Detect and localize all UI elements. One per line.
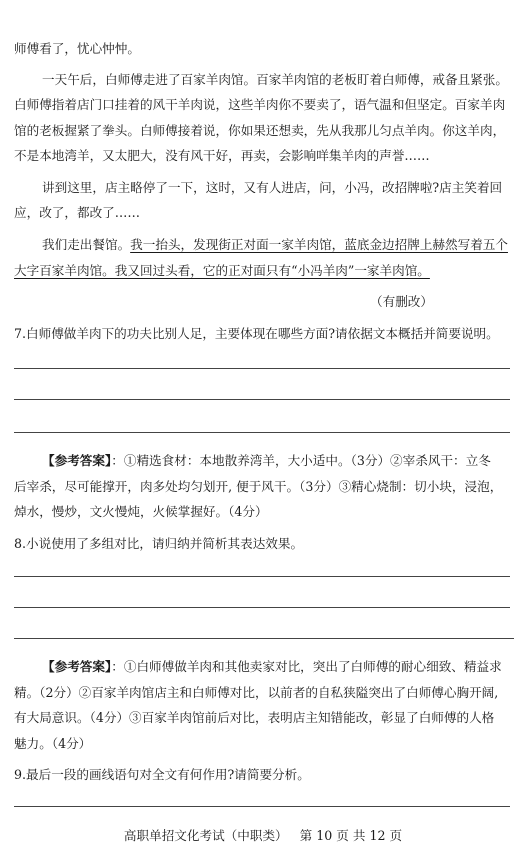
story-line: 馆的老板握紧了拳头。白师傅接着说，你如果还想卖，先从我那儿匀点羊肉。你这羊肉， bbox=[14, 123, 506, 138]
source-note: （有删改） bbox=[370, 294, 433, 309]
question-9: 9.最后一段的画线语句对全文有何作用?请简要分析。 bbox=[14, 767, 310, 782]
page-footer bbox=[0, 825, 526, 844]
story-line: 白师傅指着店门口挂着的风干羊肉说，这些羊肉你不要卖了，语气温和但坚定。百家羊肉 bbox=[14, 97, 506, 112]
footer-page-number: 第 10 页 共 12 页 bbox=[299, 828, 403, 843]
answer-line-text bbox=[42, 658, 502, 676]
answer-line bbox=[14, 432, 510, 433]
answer-text: ：①白师傅做羊肉和其他卖家对比，突出了白师傅的耐心细致、精益求 bbox=[111, 659, 502, 674]
answer-line bbox=[14, 576, 510, 577]
story-line: 不是本地湾羊，又太肥大，没有风干好，再卖，会影响咩集羊肉的声誉…… bbox=[14, 148, 430, 163]
answer-text: ：①精选食材：本地散养湾羊，大小适中。（3分）②宰杀风干：立冬 bbox=[111, 453, 491, 468]
answer-text: 精。（2分）②百家羊肉馆店主和白师傅对比，以前者的自私狭隘突出了白师傅心胸开阔, bbox=[14, 685, 499, 700]
underlined-sentence: 我一抬头，发现街正对面一家羊肉馆，蓝底金边招牌上赫然写着五个 bbox=[130, 237, 508, 252]
answer-line-text bbox=[42, 452, 491, 470]
answer-line bbox=[14, 806, 510, 807]
story-line bbox=[42, 236, 508, 254]
question-7: 7.白师傅做羊肉下的功夫比别人足，主要体现在哪些方面?请依据文本概括并简要说明。 bbox=[14, 326, 499, 341]
story-plain-text: 我们走出餐馆。 bbox=[42, 237, 131, 252]
story-line: 一天午后，白师傅走进了百家羊肉馆。百家羊肉馆的老板盯着白师傅，戒备且紧张。 bbox=[42, 72, 508, 87]
answer-line bbox=[14, 399, 510, 400]
underlined-sentence: 大字百家羊肉馆。我又回过头看，它的正对面只有“小冯羊肉”一家羊肉馆。 bbox=[14, 263, 430, 278]
answer-text: 有大局意识。（4分）③百家羊肉馆前后对比，表明店主知错能改，彰显了白师傅的人格 bbox=[14, 710, 495, 725]
answer-line bbox=[14, 607, 510, 608]
story-line: 师傅看了，忧心忡忡。 bbox=[14, 41, 140, 56]
answer-line bbox=[14, 638, 514, 639]
answer-label: 【参考答案】 bbox=[42, 453, 112, 468]
footer-exam-title: 高职单招文化考试（中职类） bbox=[123, 828, 288, 843]
story-line: 讲到这里，店主略停了一下，这时，又有人进店，问，小冯，改招牌啦?店主笑着回 bbox=[42, 180, 503, 195]
story-line: 应，改了，都改了…… bbox=[14, 205, 140, 220]
answer-label: 【参考答案】 bbox=[42, 659, 112, 674]
answer-text: 后宰杀，尽可能撑开，肉多处均匀划开, 便于风干。（3分）③精心烧制：切小块，浸泡， bbox=[14, 479, 503, 494]
answer-text: 焯水，慢炒，文火慢炖，火候掌握好。（4分） bbox=[14, 504, 268, 519]
answer-line bbox=[14, 368, 510, 369]
question-8: 8.小说使用了多组对比，请归纳并简析其表达效果。 bbox=[14, 536, 304, 551]
answer-text: 魅力。（4分） bbox=[14, 736, 92, 751]
